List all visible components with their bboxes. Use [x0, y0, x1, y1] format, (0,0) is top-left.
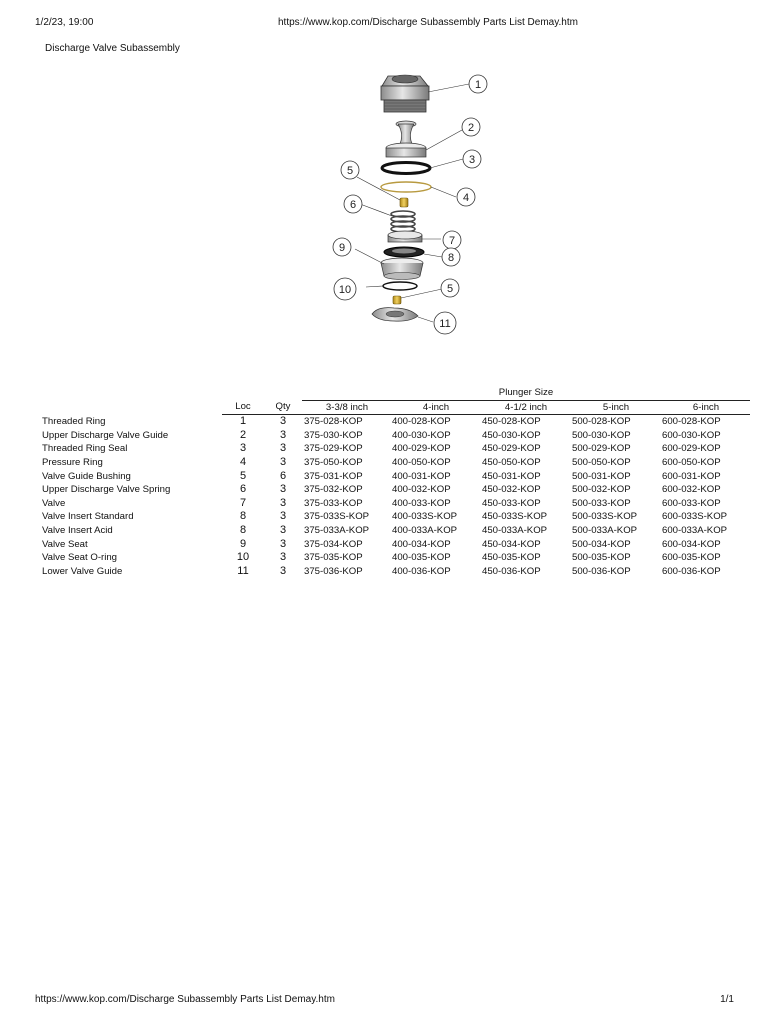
- print-footer-url: https://www.kop.com/Discharge Subassembly Parts List Demay.htm: [35, 994, 335, 1005]
- qty-cell: 3: [279, 415, 287, 428]
- callout-label: 5: [446, 283, 454, 295]
- loc-cell: 3: [239, 442, 247, 455]
- qty-cell: 3: [279, 483, 287, 496]
- part-number-cell: 450-033-KOP: [482, 497, 541, 509]
- print-timestamp: 1/2/23, 19:00: [35, 17, 94, 28]
- part-number-cell: 450-030-KOP: [482, 429, 541, 441]
- part-name-cell: Valve Guide Bushing: [42, 470, 131, 482]
- part-number-cell: 600-034-KOP: [662, 538, 721, 550]
- size-header: 6-inch: [660, 400, 750, 415]
- callout-circles: [333, 75, 487, 334]
- table-row: [42, 551, 750, 565]
- part-number-cell: 500-050-KOP: [572, 456, 631, 468]
- part-number-cell: 400-034-KOP: [392, 538, 451, 550]
- size-header: 4-inch: [390, 400, 480, 415]
- print-header-url: https://www.kop.com/Discharge Subassembly Parts List Demay.htm: [278, 17, 578, 28]
- part-number-cell: 500-028-KOP: [572, 416, 631, 428]
- part-number-cell: 500-031-KOP: [572, 470, 631, 482]
- parts-table: [42, 386, 750, 578]
- part-number-cell: 450-050-KOP: [482, 456, 541, 468]
- qty-cell: 3: [279, 551, 287, 564]
- table-row: [42, 565, 750, 579]
- part-number-cell: 375-033S-KOP: [304, 511, 370, 523]
- column-header-row: [42, 400, 750, 415]
- table-row: [42, 429, 750, 443]
- callout-label: 3: [468, 154, 476, 166]
- plunger-size-header: Plunger Size: [302, 386, 750, 400]
- qty-cell: 3: [279, 564, 287, 577]
- size-header: 5-inch: [570, 400, 660, 415]
- upper-discharge-valve-guide-part: [386, 121, 426, 157]
- table-row: [42, 456, 750, 470]
- part-number-cell: 375-029-KOP: [304, 443, 363, 455]
- part-number-cell: 600-033A-KOP: [662, 524, 728, 536]
- table-row: [42, 497, 750, 511]
- qty-cell: 6: [279, 469, 287, 482]
- part-number-cell: 500-029-KOP: [572, 443, 631, 455]
- valve-seat-o-ring-part: [383, 282, 417, 290]
- loc-cell: 11: [237, 564, 249, 577]
- part-name-cell: Valve Seat: [42, 538, 88, 550]
- callout-label: 11: [439, 318, 451, 330]
- part-name-cell: Valve Insert Acid: [42, 524, 113, 536]
- part-number-cell: 400-033S-KOP: [392, 511, 458, 523]
- qty-cell: 3: [279, 523, 287, 536]
- size-header: 3-3/8 inch: [302, 400, 390, 415]
- valve-guide-bushing-part-lower: [393, 296, 401, 304]
- loc-cell: 6: [239, 483, 247, 496]
- part-number-cell: 375-028-KOP: [304, 416, 363, 428]
- part-name-cell: Pressure Ring: [42, 456, 103, 468]
- valve-part: [388, 231, 422, 242]
- callout-label: 4: [462, 192, 470, 204]
- table-row: [42, 415, 750, 429]
- part-name-cell: Upper Discharge Valve Guide: [42, 429, 169, 441]
- part-number-cell: 600-030-KOP: [662, 429, 721, 441]
- callout-label: 7: [448, 235, 456, 247]
- part-number-cell: 400-033-KOP: [392, 497, 451, 509]
- callout-label: 8: [447, 252, 455, 264]
- part-number-cell: 450-033S-KOP: [482, 511, 548, 523]
- table-row: [42, 483, 750, 497]
- part-number-cell: 600-036-KOP: [662, 565, 721, 577]
- size-header: 4-1/2 inch: [480, 400, 570, 415]
- part-number-cell: 600-033S-KOP: [662, 511, 728, 523]
- qty-cell: 3: [279, 442, 287, 455]
- loc-cell: 8: [239, 523, 247, 536]
- part-name-cell: Lower Valve Guide: [42, 565, 123, 577]
- part-number-cell: 450-033A-KOP: [482, 524, 548, 536]
- part-number-cell: 600-050-KOP: [662, 456, 721, 468]
- part-name-cell: Valve: [42, 497, 66, 509]
- part-number-cell: 450-036-KOP: [482, 565, 541, 577]
- table-row: [42, 470, 750, 484]
- part-number-cell: 450-034-KOP: [482, 538, 541, 550]
- part-number-cell: 600-033-KOP: [662, 497, 721, 509]
- part-number-cell: 400-031-KOP: [392, 470, 451, 482]
- part-number-cell: 375-031-KOP: [304, 470, 363, 482]
- valve-seat-part: [381, 258, 423, 280]
- part-number-cell: 375-034-KOP: [304, 538, 363, 550]
- part-number-cell: 375-050-KOP: [304, 456, 363, 468]
- table-row: [42, 524, 750, 538]
- part-number-cell: 400-029-KOP: [392, 443, 451, 455]
- part-number-cell: 500-030-KOP: [572, 429, 631, 441]
- parts-table-body: [42, 415, 750, 579]
- valve-spring-part: [391, 211, 415, 232]
- part-number-cell: 375-033A-KOP: [304, 524, 370, 536]
- part-number-cell: 400-032-KOP: [392, 484, 451, 496]
- lower-valve-guide-part: [372, 308, 418, 322]
- qty-cell: 3: [279, 428, 287, 441]
- table-row: [42, 442, 750, 456]
- exploded-parts-diagram: [328, 70, 482, 332]
- part-number-cell: 500-033S-KOP: [572, 511, 638, 523]
- loc-cell: 1: [239, 415, 247, 428]
- qty-cell: 3: [279, 510, 287, 523]
- qty-cell: 3: [279, 455, 287, 468]
- part-number-cell: 375-035-KOP: [304, 552, 363, 564]
- part-number-cell: 450-029-KOP: [482, 443, 541, 455]
- threaded-ring-part: [381, 75, 429, 112]
- table-row: [42, 538, 750, 552]
- loc-cell: 4: [239, 455, 247, 468]
- callout-label: 6: [349, 199, 357, 211]
- qty-header: Qty: [264, 400, 302, 415]
- part-name-cell: Valve Insert Standard: [42, 511, 134, 523]
- loc-cell: 7: [239, 496, 247, 509]
- callout-label: 2: [467, 122, 475, 134]
- page-number: 1/1: [720, 994, 734, 1005]
- part-number-cell: 400-030-KOP: [392, 429, 451, 441]
- part-number-cell: 450-032-KOP: [482, 484, 541, 496]
- part-number-cell: 600-028-KOP: [662, 416, 721, 428]
- part-number-cell: 500-033A-KOP: [572, 524, 638, 536]
- part-name-cell: Threaded Ring Seal: [42, 443, 128, 455]
- part-number-cell: 500-036-KOP: [572, 565, 631, 577]
- part-number-cell: 500-034-KOP: [572, 538, 631, 550]
- part-name-cell: Valve Seat O-ring: [42, 552, 118, 564]
- group-header-row: [42, 386, 750, 400]
- table-row: [42, 510, 750, 524]
- part-name-cell: Upper Discharge Valve Spring: [42, 484, 171, 496]
- loc-cell: 10: [236, 551, 250, 564]
- loc-cell: 2: [239, 428, 247, 441]
- callout-label: 5: [346, 165, 354, 177]
- valve-insert-center: [392, 249, 416, 254]
- part-number-cell: 375-032-KOP: [304, 484, 363, 496]
- part-number-cell: 375-030-KOP: [304, 429, 363, 441]
- part-number-cell: 400-033A-KOP: [392, 524, 458, 536]
- loc-header: Loc: [222, 400, 264, 415]
- part-number-cell: 450-035-KOP: [482, 552, 541, 564]
- part-number-cell: 375-036-KOP: [304, 565, 363, 577]
- part-number-cell: 600-029-KOP: [662, 443, 721, 455]
- valve-guide-bushing-part: [400, 198, 408, 207]
- part-number-cell: 600-035-KOP: [662, 552, 721, 564]
- callout-label: 10: [338, 284, 352, 296]
- qty-cell: 3: [279, 496, 287, 509]
- part-number-cell: 450-028-KOP: [482, 416, 541, 428]
- part-number-cell: 400-028-KOP: [392, 416, 451, 428]
- part-number-cell: 500-035-KOP: [572, 552, 631, 564]
- loc-cell: 8: [239, 510, 247, 523]
- callout-label: 1: [474, 79, 482, 91]
- loc-cell: 9: [239, 537, 247, 550]
- part-number-cell: 400-036-KOP: [392, 565, 451, 577]
- part-number-cell: 400-050-KOP: [392, 456, 451, 468]
- part-number-cell: 500-032-KOP: [572, 484, 631, 496]
- part-name-cell: Threaded Ring: [42, 415, 106, 427]
- callout-label: 9: [338, 242, 346, 254]
- part-number-cell: 600-031-KOP: [662, 470, 721, 482]
- qty-cell: 3: [279, 537, 287, 550]
- loc-cell: 5: [239, 469, 247, 482]
- part-number-cell: 450-031-KOP: [482, 470, 541, 482]
- part-number-cell: 600-032-KOP: [662, 484, 721, 496]
- page-title: Discharge Valve Subassembly: [45, 43, 180, 54]
- threaded-ring-seal-part: [382, 163, 430, 174]
- part-number-cell: 400-035-KOP: [392, 552, 451, 564]
- part-number-cell: 500-033-KOP: [572, 497, 631, 509]
- part-number-cell: 375-033-KOP: [304, 497, 363, 509]
- pressure-ring-part: [381, 182, 431, 192]
